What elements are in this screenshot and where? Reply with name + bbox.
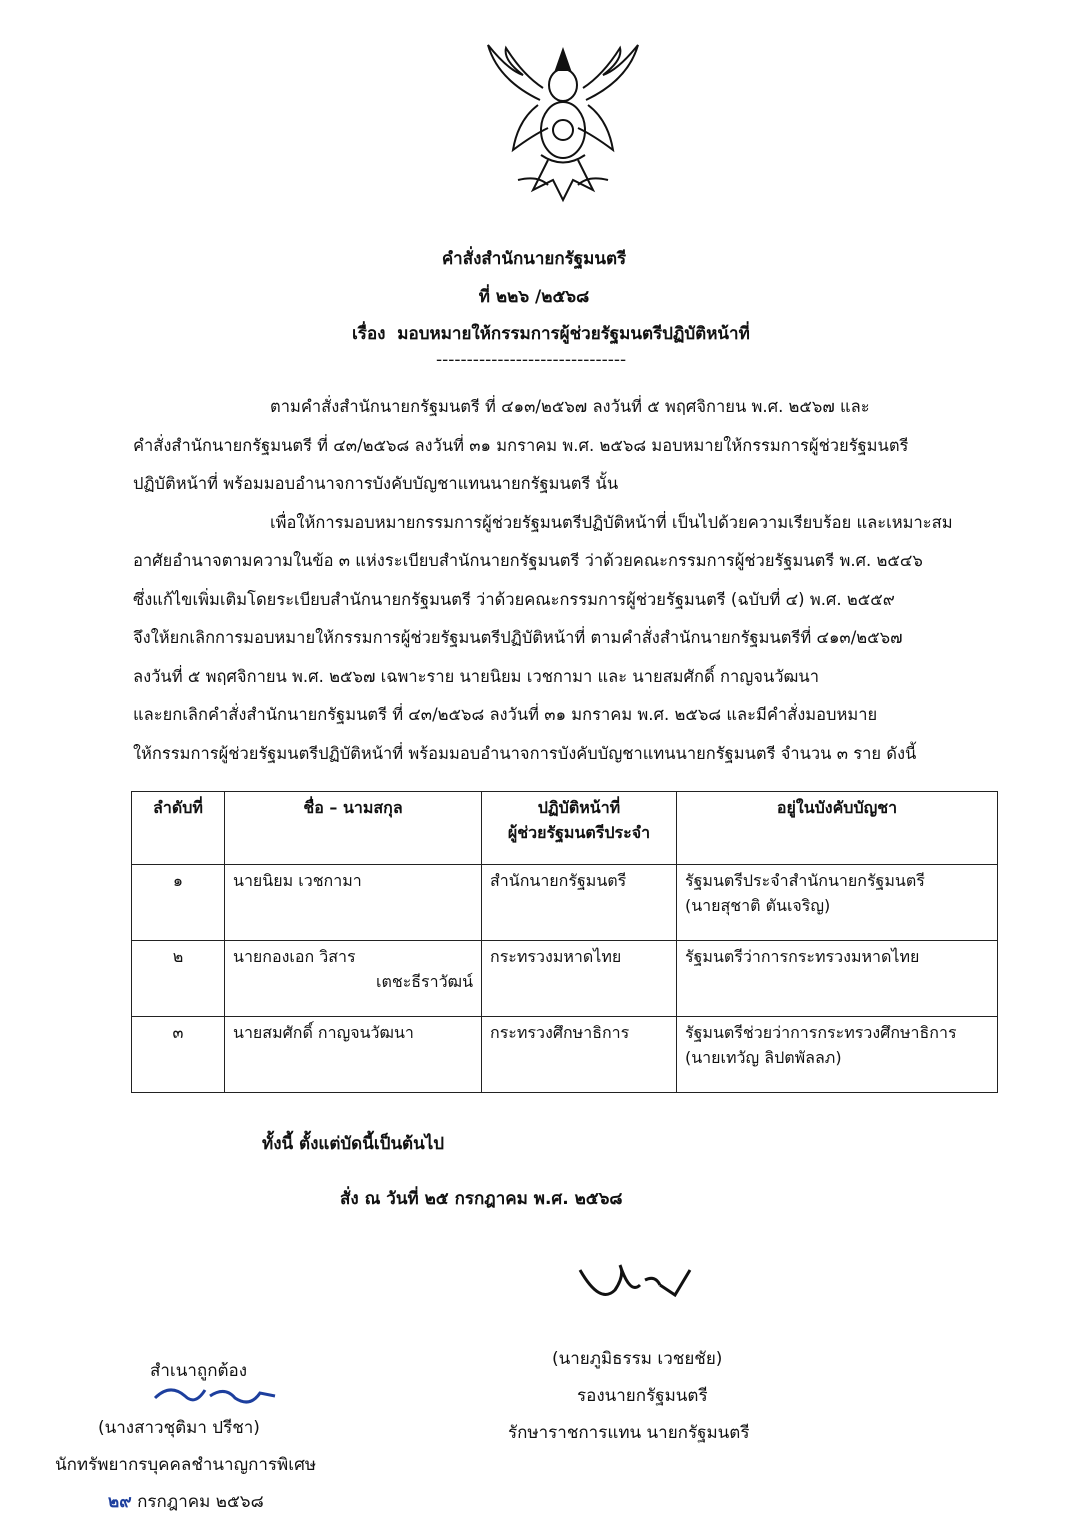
body-line: ให้กรรมการผู้ช่วยรัฐมนตรีปฏิบัติหน้าที่ พร้อมมอบอำนาจการบังคับบัญชาแทนนายกรัฐมนตรี จำนวน ๓ ราย ดังนี้ bbox=[133, 744, 917, 763]
body-line: ซึ่งแก้ไขเพิ่มเติมโดยระเบียบสำนักนายกรัฐมนตรี ว่าด้วยคณะกรรมการผู้ช่วยรัฐมนตรี (ฉบับที่ ๔) พ.ศ. ๒๕๕๙ bbox=[133, 590, 895, 609]
row-number: ๓ bbox=[132, 1017, 225, 1093]
row-name bbox=[225, 865, 482, 941]
subject-text: มอบหมายให้กรรมการผู้ช่วยรัฐมนตรีปฏิบัติหน้าที่ bbox=[397, 324, 750, 344]
row-office: กระทรวงศึกษาธิการ bbox=[482, 1017, 677, 1093]
supervisor-line: รัฐมนตรีช่วยว่าการกระทรวงศึกษาธิการ bbox=[685, 1023, 957, 1042]
certified-date bbox=[108, 1488, 264, 1515]
certified-date-rest: กรกฎาคม ๒๕๖๘ bbox=[137, 1492, 264, 1512]
certifier-signature-icon bbox=[150, 1378, 280, 1410]
order-date: สั่ง ณ วันที่ ๒๕ กรกฎาคม พ.ศ. ๒๕๖๘ bbox=[340, 1189, 623, 1209]
certified-date-day: ๒๙ bbox=[108, 1492, 132, 1512]
name-line: นายสมศักดิ์ กาญจนวัฒนา bbox=[233, 1023, 414, 1042]
col-header-duty-line1: ปฏิบัติหน้าที่ bbox=[537, 798, 621, 817]
row-supervisor bbox=[677, 865, 998, 941]
row-office: สำนักนายกรัฐมนตรี bbox=[482, 865, 677, 941]
subject-label: เรื่อง bbox=[352, 324, 386, 344]
garuda-emblem-icon bbox=[478, 40, 648, 210]
body-line: ลงวันที่ ๕ พฤศจิกายน พ.ศ. ๒๕๖๗ เฉพาะราย นายนิยม เวชกามา และ นายสมศักดิ์ กาญจนวัฒนา bbox=[133, 667, 819, 686]
name-line: นายกองเอก วิสาร bbox=[233, 947, 356, 966]
row-name bbox=[225, 941, 482, 1017]
body-line: จึงให้ยกเลิกการมอบหมายให้กรรมการผู้ช่วยรัฐมนตรีปฏิบัติหน้าที่ ตามคำสั่งสำนักนายกรัฐมนตรีที่ ๔๑๓/๒๕๖๗ bbox=[133, 628, 903, 647]
col-header-name: ชื่อ – นามสกุล bbox=[225, 792, 482, 865]
signatory-position: รองนายกรัฐมนตรี bbox=[577, 1386, 708, 1406]
document-number: ที่ ๒๒๖ /๒๕๖๘ bbox=[478, 287, 590, 307]
body-line: อาศัยอำนาจตามความในข้อ ๓ แห่งระเบียบสำนักนายกรัฐมนตรี ว่าด้วยคณะกรรมการผู้ช่วยรัฐมนตรี พ.ศ. ๒๕๔๖ bbox=[133, 551, 923, 570]
certified-label: สำเนาถูกต้อง bbox=[150, 1361, 248, 1381]
table-row bbox=[132, 865, 998, 941]
name-line: เตชะธีราวัฒน์ bbox=[375, 972, 473, 991]
row-supervisor bbox=[677, 1017, 998, 1093]
body-line: ปฏิบัติหน้าที่ พร้อมมอบอำนาจการบังคับบัญชาแทนนายกรัฐมนตรี นั้น bbox=[133, 474, 619, 493]
supervisor-line: (นายสุชาติ ตันเจริญ) bbox=[685, 896, 831, 915]
table-row bbox=[132, 941, 998, 1017]
row-number: ๒ bbox=[132, 941, 225, 1017]
name-line: นายนิยม เวชกามา bbox=[233, 871, 362, 890]
body-line: เพื่อให้การมอบหมายกรรมการผู้ช่วยรัฐมนตรีปฏิบัติหน้าที่ เป็นไปด้วยความเรียบร้อย และเหมาะสม bbox=[270, 513, 953, 532]
supervisor-line: รัฐมนตรีประจำสำนักนายกรัฐมนตรี bbox=[685, 871, 925, 890]
body-line: คำสั่งสำนักนายกรัฐมนตรี ที่ ๔๓/๒๕๖๘ ลงวันที่ ๓๑ มกราคม พ.ศ. ๒๕๖๘ มอบหมายให้กรรมการผู้ช่วยรัฐมนตรี bbox=[133, 436, 909, 455]
table-row bbox=[132, 1017, 998, 1093]
supervisor-line: (นายเทวัญ ลิปตพัลลภ) bbox=[685, 1048, 842, 1067]
certifier-position: นักทรัพยากรบุคคลชำนาญการพิเศษ bbox=[55, 1455, 317, 1475]
body-line: ตามคำสั่งสำนักนายกรัฐมนตรี ที่ ๔๑๓/๒๕๖๗ ลงวันที่ ๕ พฤศจิกายน พ.ศ. ๒๕๖๗ และ bbox=[270, 397, 870, 416]
row-supervisor bbox=[677, 941, 998, 1017]
table-header-row bbox=[132, 792, 998, 865]
certifier-name: (นางสาวชุติมา ปรีชา) bbox=[98, 1418, 260, 1438]
col-header-order: ลำดับที่ bbox=[132, 792, 225, 865]
signatory-name: (นายภูมิธรรม เวชยชัย) bbox=[552, 1349, 723, 1369]
col-header-duty bbox=[482, 792, 677, 865]
subject-line bbox=[352, 320, 750, 347]
col-header-supervisor: อยู่ในบังคับบัญชา bbox=[677, 792, 998, 865]
supervisor-line: รัฐมนตรีว่าการกระทรวงมหาดไทย bbox=[685, 947, 920, 966]
body-line: และยกเลิกคำสั่งสำนักนายกรัฐมนตรี ที่ ๔๓/๒๕๖๘ ลงวันที่ ๓๑ มกราคม พ.ศ. ๒๕๖๘ และมีคำสั่งมอบหมาย bbox=[133, 705, 878, 724]
signatory-acting: รักษาราชการแทน นายกรัฐมนตรี bbox=[508, 1423, 750, 1443]
row-office: กระทรวงมหาดไทย bbox=[482, 941, 677, 1017]
effective-clause: ทั้งนี้ ตั้งแต่บัดนี้เป็นต้นไป bbox=[262, 1134, 445, 1154]
signature-icon bbox=[560, 1255, 720, 1315]
divider: ------------------------------- bbox=[436, 350, 627, 370]
col-header-duty-line2: ผู้ช่วยรัฐมนตรีประจำ bbox=[507, 823, 651, 842]
document-title: คำสั่งสำนักนายกรัฐมนตรี bbox=[441, 249, 627, 269]
row-number: ๑ bbox=[132, 865, 225, 941]
assignment-table bbox=[131, 791, 998, 1093]
row-name bbox=[225, 1017, 482, 1093]
